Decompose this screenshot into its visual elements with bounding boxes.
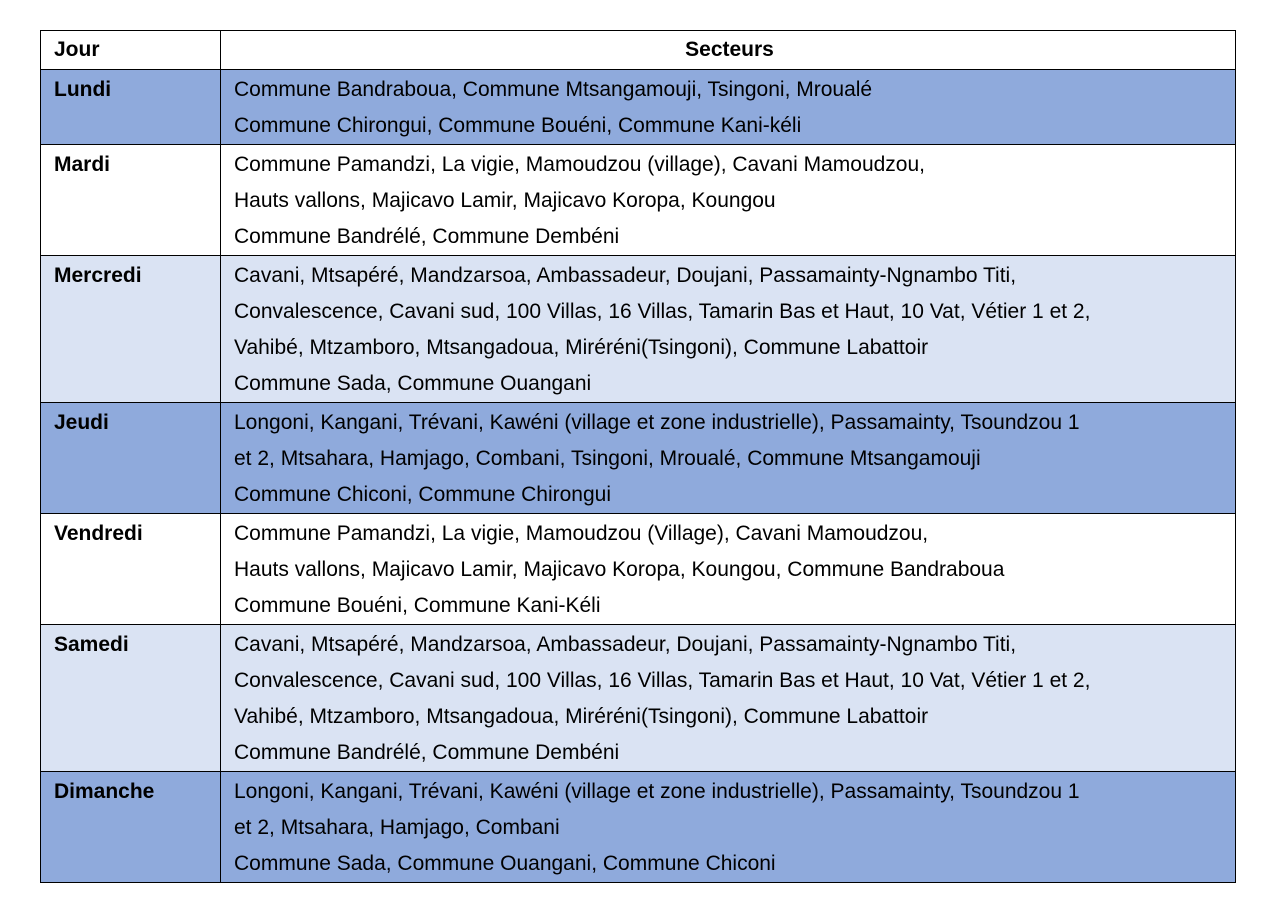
sector-line: Commune Pamandzi, La vigie, Mamoudzou (Village), Cavani Mamoudzou, <box>234 522 929 545</box>
header-sectors: Secteurs <box>221 31 1236 70</box>
schedule-table <box>40 30 1236 883</box>
table-row <box>41 145 1236 256</box>
day-cell: Jeudi <box>41 403 221 514</box>
sectors-cell <box>221 70 1236 145</box>
sector-line: Commune Chirongui, Commune Bouéni, Commune Kani-kéli <box>234 114 802 137</box>
table-row <box>41 514 1236 625</box>
sector-line: Vahibé, Mtzamboro, Mtsangadoua, Miréréni(Tsingoni), Commune Labattoir <box>234 336 929 359</box>
sector-line: et 2, Mtsahara, Hamjago, Combani, Tsingoni, Mroualé, Commune Mtsangamouji <box>234 447 981 470</box>
sector-line: et 2, Mtsahara, Hamjago, Combani <box>234 816 560 839</box>
sectors-cell <box>221 514 1236 625</box>
sector-line: Commune Bandraboua, Commune Mtsangamouji, Tsingoni, Mroualé <box>234 78 873 101</box>
table-row <box>41 625 1236 772</box>
sectors-cell <box>221 772 1236 883</box>
sector-line: Commune Bandrélé, Commune Dembéni <box>234 225 620 248</box>
header-day: Jour <box>41 31 221 70</box>
sectors-cell <box>221 625 1236 772</box>
day-cell: Samedi <box>41 625 221 772</box>
sector-line: Longoni, Kangani, Trévani, Kawéni (village et zone industrielle), Passamainty, Tsoundzou 1 <box>234 411 1080 434</box>
sector-line: Hauts vallons, Majicavo Lamir, Majicavo Koropa, Koungou <box>234 189 776 212</box>
sector-line: Commune Bandrélé, Commune Dembéni <box>234 741 620 764</box>
sector-line: Commune Bouéni, Commune Kani-Kéli <box>234 594 601 617</box>
table-row <box>41 403 1236 514</box>
sector-line: Commune Sada, Commune Ouangani, Commune Chiconi <box>234 852 776 875</box>
table-header <box>41 31 1236 70</box>
table-row <box>41 256 1236 403</box>
sector-line: Longoni, Kangani, Trévani, Kawéni (village et zone industrielle), Passamainty, Tsoundzou 1 <box>234 780 1080 803</box>
sectors-cell <box>221 403 1236 514</box>
sector-line: Convalescence, Cavani sud, 100 Villas, 16 Villas, Tamarin Bas et Haut, 10 Vat, Vétier 1 et 2, <box>234 669 1091 692</box>
table-body <box>41 70 1236 883</box>
day-cell: Mardi <box>41 145 221 256</box>
sector-line: Commune Chiconi, Commune Chirongui <box>234 483 611 506</box>
sector-line: Commune Pamandzi, La vigie, Mamoudzou (village), Cavani Mamoudzou, <box>234 153 925 176</box>
sector-line: Convalescence, Cavani sud, 100 Villas, 16 Villas, Tamarin Bas et Haut, 10 Vat, Vétier 1 et 2, <box>234 300 1091 323</box>
table-row <box>41 772 1236 883</box>
day-cell: Dimanche <box>41 772 221 883</box>
sector-line: Commune Sada, Commune Ouangani <box>234 372 592 395</box>
sectors-cell <box>221 145 1236 256</box>
sector-line: Hauts vallons, Majicavo Lamir, Majicavo Koropa, Koungou, Commune Bandraboua <box>234 558 1005 581</box>
sector-line: Cavani, Mtsapéré, Mandzarsoa, Ambassadeur, Doujani, Passamainty-Ngnambo Titi, <box>234 264 1017 287</box>
day-cell: Mercredi <box>41 256 221 403</box>
table-row <box>41 70 1236 145</box>
sectors-cell <box>221 256 1236 403</box>
day-cell: Vendredi <box>41 514 221 625</box>
day-cell: Lundi <box>41 70 221 145</box>
sector-line: Cavani, Mtsapéré, Mandzarsoa, Ambassadeur, Doujani, Passamainty-Ngnambo Titi, <box>234 633 1017 656</box>
sector-line: Vahibé, Mtzamboro, Mtsangadoua, Miréréni(Tsingoni), Commune Labattoir <box>234 705 929 728</box>
header-row <box>41 31 1236 70</box>
